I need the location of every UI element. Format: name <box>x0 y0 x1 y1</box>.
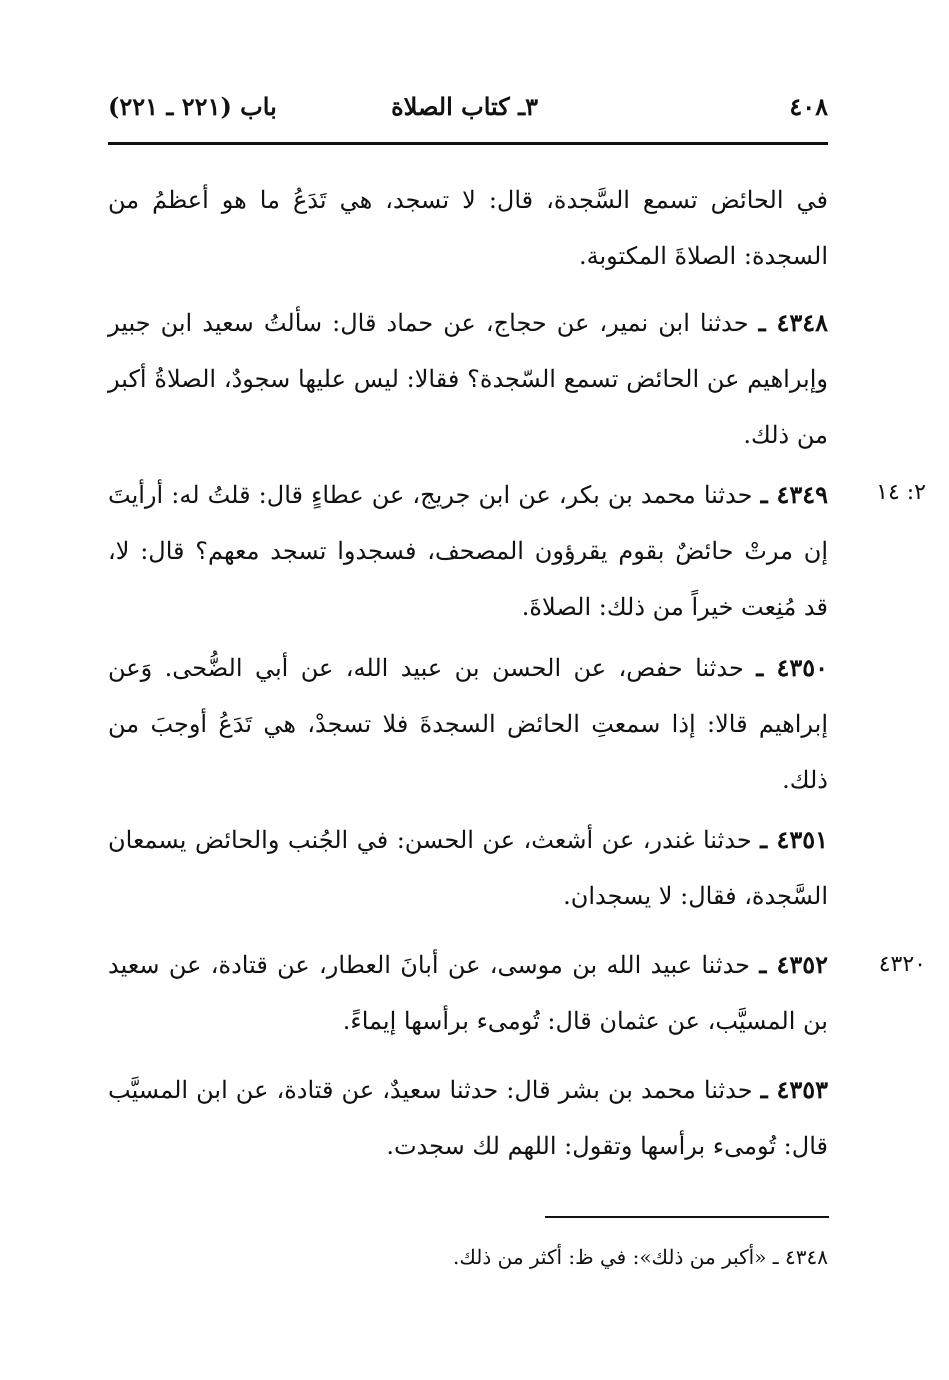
hadith-number: ٤٣٤٩ ـ <box>760 480 828 509</box>
paragraph-text: حدثنا عبيد الله بن موسى، عن أبانَ العطار، عن قتادة، عن سعيد بن المسيَّب، عن عثمان قال: تُومىء برأسها إيماءً. <box>108 951 828 1035</box>
hadith-4352 <box>108 937 828 1049</box>
hadith-4348 <box>108 295 828 463</box>
margin-reference: ٤٣٢٠ <box>878 952 926 977</box>
paragraph-text: حدثنا حفص، عن الحسن بن عبيد الله، عن أبي الضُّحى. وَعن إبراهيم قالا: إذا سمعتِ الحائض السجدةَ فلا تسجدْ، هي تَدَعُ أوجبَ من ذلك. <box>108 654 828 794</box>
hadith-4351 <box>108 812 828 924</box>
paragraph-text: في الحائض تسمع السَّجدة، قال: لا تسجد، هي تَدَعُ ما هو أعظمُ من السجدة: الصلاةَ المكتوبة. <box>108 186 828 270</box>
hadith-4349 <box>108 467 828 635</box>
hadith-number: ٤٣٥١ ـ <box>760 825 828 854</box>
hadith-number: ٤٣٥٢ ـ <box>759 950 828 979</box>
footnote: ٤٣٤٨ ـ «أكبر من ذلك»: في ظ: أكثر من ذلك. <box>453 1245 828 1269</box>
footnote-rule <box>545 1216 829 1218</box>
chapter-range: باب (٢٢١ ـ ٢٢١) <box>108 92 277 121</box>
margin-reference: ٢: ١٤ <box>876 480 926 505</box>
header-rule <box>108 142 828 145</box>
page-header <box>108 92 828 132</box>
paragraph-text: حدثنا محمد بن بكر، عن ابن جريج، عن عطاءٍ قال: قلتُ له: أرأيتَ إن مرتْ حائضٌ بقوم يقرؤون المصحف، فسجدوا تسجد معهم؟ قال: لا، قد مُنِعت خيراً من ذلك: الصلاةَ. <box>108 481 828 621</box>
page-number: ٤٠٨ <box>789 92 828 121</box>
paragraph-text: حدثنا محمد بن بشر قال: حدثنا سعيدٌ، عن قتادة، عن ابن المسيَّب قال: تُومىء برأسها وتقول: اللهم لك سجدت. <box>108 1076 828 1160</box>
paragraph-text: حدثنا غندر، عن أشعث، عن الحسن: في الجُنب والحائض يسمعان السَّجدة، فقال: لا يسجدان. <box>108 826 828 910</box>
hadith-4350 <box>108 640 828 808</box>
paragraph-continuation <box>108 172 828 284</box>
hadith-number: ٤٣٤٨ ـ <box>758 308 828 337</box>
book-title: ٣ـ كتاب الصلاة <box>391 92 538 121</box>
hadith-number: ٤٣٥٣ ـ <box>760 1075 829 1104</box>
hadith-4353 <box>108 1062 828 1174</box>
paragraph-text: حدثنا ابن نمير، عن حجاج، عن حماد قال: سألتُ سعيد ابن جبير وإبراهيم عن الحائض تسمع السّجدة؟ فقالا: ليس عليها سجودٌ، الصلاةُ أكبر من ذلك. <box>108 309 828 449</box>
hadith-number: ٤٣٥٠ ـ <box>756 653 828 682</box>
